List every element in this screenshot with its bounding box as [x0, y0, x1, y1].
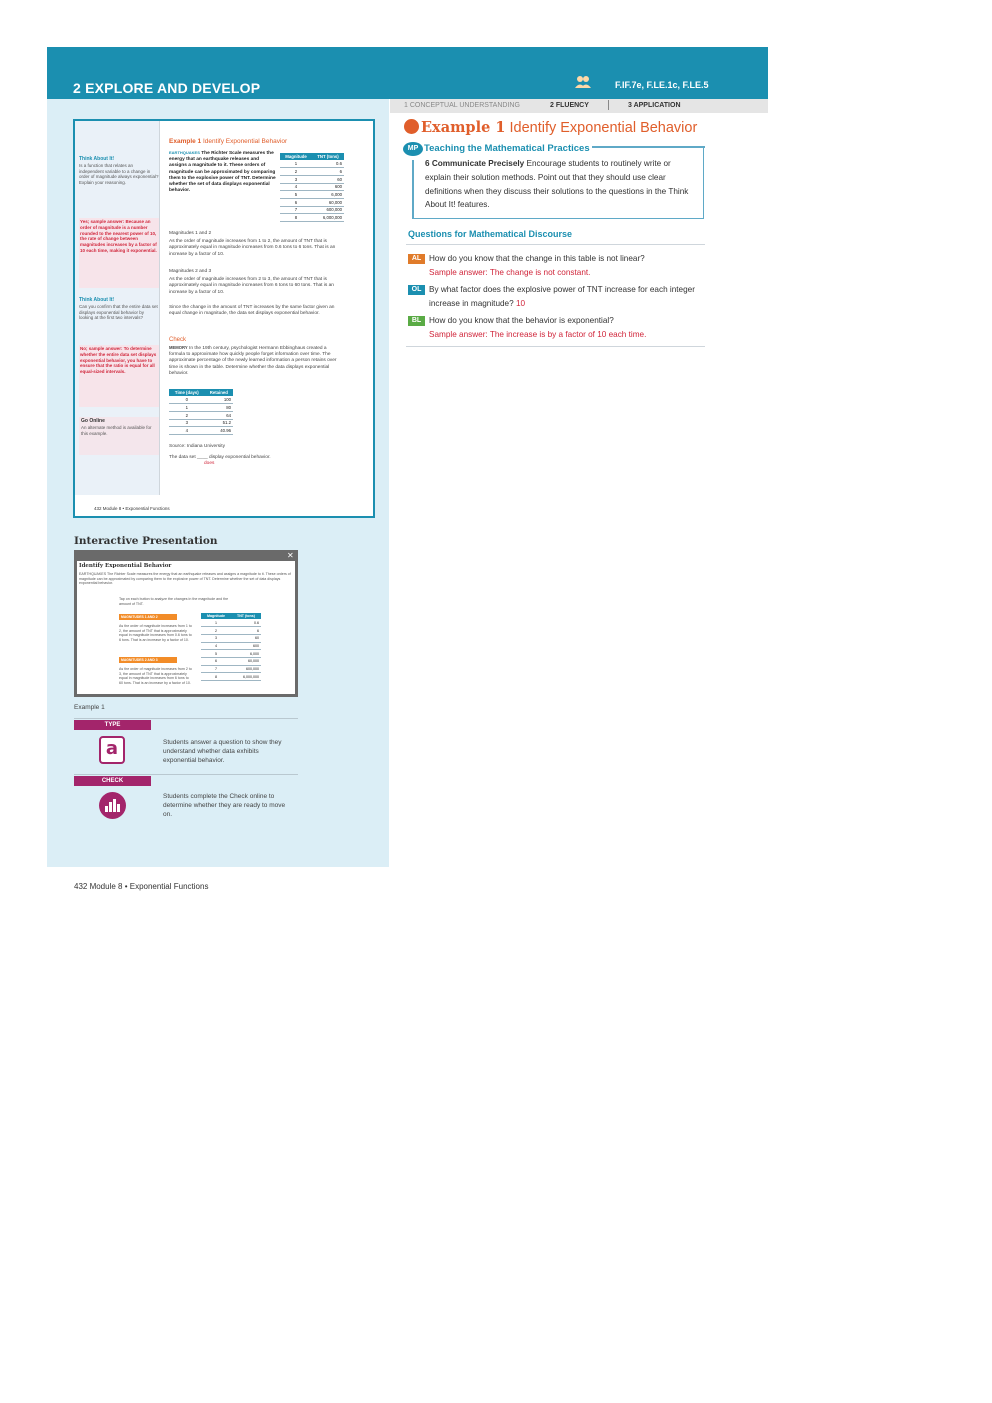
table-cell: 1	[280, 160, 312, 168]
section-title: 2 EXPLORE AND DEVELOP	[73, 80, 261, 96]
close-icon[interactable]: ✕	[287, 551, 294, 560]
table-cell: 100	[205, 396, 233, 404]
think1-answer-box	[79, 218, 159, 288]
questions-rule	[406, 244, 705, 245]
table-row	[201, 665, 261, 673]
example-1-label: Example 1	[74, 704, 105, 711]
thumb-mag12: Magnitudes 1 and 2 As the order of magnitude increases from 1 to 2, the amount of TNT that is approximately equal in magnitude increases from 0.6 tons to 6 tons. That is an increase by a factor of 10.	[169, 231, 336, 257]
table-row	[280, 214, 344, 222]
table-cell: 60	[312, 175, 344, 183]
level-al-badge: AL	[408, 254, 425, 264]
mp-badge-icon: MP	[403, 142, 423, 156]
table-cell: 6,000	[231, 650, 261, 658]
table-cell: 1	[201, 619, 231, 627]
think2-answer-box	[79, 345, 159, 407]
table-cell: 600	[231, 642, 261, 650]
table-cell: 60,000	[231, 657, 261, 665]
type-answer-icon: a	[99, 736, 125, 764]
check-tag: CHECK	[74, 776, 151, 786]
table-cell: 600,000	[312, 206, 344, 214]
table-cell: 600	[312, 183, 344, 191]
thumb-mag23: Magnitudes 2 and 3 As the order of magnitude increases from 2 to 3, the amount of TNT that is approximately equal in magnitude increases from 6 tons to 60 tons. That is an increase by a factor of 10.	[169, 269, 334, 295]
table-cell: 60	[231, 634, 261, 642]
table-row	[280, 160, 344, 168]
globe-icon	[404, 119, 419, 134]
table-cell: 7	[280, 206, 312, 214]
interactive-presentation-title: Interactive Presentation	[74, 535, 218, 547]
think2-answer: No; sample answer: To determine whether the entire data set displays exponential behavior, you have to ensure that the ratio is equal for all equal-sized intervals.	[80, 346, 157, 375]
mp-box-left	[412, 160, 414, 219]
table-cell: 5	[280, 191, 312, 199]
level-fluency: 2 FLUENCY	[550, 102, 589, 109]
think1-answer: Yes; sample answer: Because an order of magnitude is a number rounded to the nearest power of 10, the rate of change between magnitudes increases by a factor of 10 each time, making it exponential.	[80, 219, 157, 253]
table-row	[201, 650, 261, 658]
table-cell: 600,000	[231, 665, 261, 673]
table-cell: 8	[201, 673, 231, 681]
type-tag: TYPE	[74, 720, 151, 730]
table-row	[280, 191, 344, 199]
table-row	[201, 634, 261, 642]
table-cell: 0.6	[231, 619, 261, 627]
table-cell: 3	[169, 419, 205, 427]
table-row	[201, 657, 261, 665]
go-online-box	[79, 417, 159, 455]
thumb-fill-blank: The data set ____ display exponential behavior.	[169, 455, 271, 460]
table-row	[280, 206, 344, 214]
questions-bottom-rule	[406, 346, 705, 347]
mp-text: 6 Communicate Precisely Encourage students to routinely write or explain their solution methods. Point out that they should use clear definitions when they discuss their solutions to the questions in the Think About It! features.	[425, 159, 689, 210]
screen-intro: EARTHQUAKES The Richter Scale measures the energy that an earthquake releases and assigns a magnitude to it. These orders of magnitude can be approximated by comparing them to the explosive power of TNT. Determine whether the set of data displays exponential behavior.	[79, 572, 291, 586]
think-about-it-1	[79, 157, 159, 186]
table-cell: 6,000	[312, 191, 344, 199]
rigor-levels-bar	[390, 99, 768, 113]
thumb-summary: Since the change in the amount of TNT increases by the same factor given an equal change in magnitude, the data set displays exponential behavior.	[169, 305, 335, 317]
think2-text: Can you confirm that the entire data set displays exponential behavior by looking at the first two intervals?	[79, 303, 158, 321]
check-rule	[74, 774, 298, 775]
table-cell: 80	[205, 404, 233, 412]
btn1-text: As the order of magnitude increases from 1 to 2, the amount of TNT that is approximately equal in magnitude increases from 0.6 tons to 6 tons. That is an increase by a factor of 10.	[119, 624, 192, 642]
table-cell: 8	[280, 214, 312, 222]
table-cell: 7	[201, 665, 231, 673]
table-row	[280, 183, 344, 191]
level-conceptual: 1 CONCEPTUAL UNDERSTANDING	[404, 102, 520, 109]
thumb-source: Source: Indiana University	[169, 444, 225, 449]
think1-text: Is a function that relates an independent variable to a change in order of magnitude always exponential? Explain your reasoning.	[79, 162, 159, 186]
btn2-text: As the order of magnitude increases from 2 to 3, the amount of TNT that is approximately equal in magnitude increases from 6 tons to 60 tons. That is an increase by a factor of 10.	[119, 667, 192, 685]
table-row	[280, 175, 344, 183]
table-cell: 60,000	[312, 198, 344, 206]
table-row	[280, 198, 344, 206]
thumb-tnt-table: Magnitude TNT (tons) 1 0.6 2 6 3 60 4 600 5 6,000 6 60,000 7 600,000 8 6,000,000	[280, 153, 344, 222]
thumb-memory: MEMORY In the 19th century, psychologist Hermann Ebbinghaus created a formula to approximate how quickly people forget information over time. The approximate percentage of the newly learned information a person retains over time is shown in the table. Determine whether the data displays exponential behavior.	[169, 345, 337, 376]
thumb-memory-table: Time (days) Retained 0 100 1 80 2 64 3 51.2 4 40.96	[169, 389, 233, 435]
table-cell: 0.6	[312, 160, 344, 168]
table-cell: 2	[169, 411, 205, 419]
thumb-check-head: Check	[169, 337, 187, 343]
table-row	[201, 627, 261, 635]
level-application: 3 APPLICATION	[628, 102, 681, 109]
screen-title: Identify Exponential Behavior	[79, 563, 172, 569]
think1-head: Think About It!	[79, 156, 115, 162]
magnitudes-2-3-button[interactable]: MAGNITUDES 2 AND 3	[119, 657, 177, 663]
table-row	[280, 168, 344, 176]
table-cell: 4	[201, 642, 231, 650]
page-footer: 432 Module 8 • Exponential Functions	[74, 882, 209, 891]
table-cell: 5	[201, 650, 231, 658]
table-cell: 1	[169, 404, 205, 412]
table-cell: 6,000,000	[231, 673, 261, 681]
goonline-head: Go Online	[81, 418, 105, 424]
table-cell: 2	[201, 627, 231, 635]
goonline-text: An alternate method is available for this example.	[81, 424, 152, 436]
check-description: Students complete the Check online to determine whether they are ready to move on.	[163, 793, 286, 818]
level-bl-badge: BL	[408, 316, 425, 326]
table-cell: 6	[231, 627, 261, 635]
table-cell: 0	[169, 396, 205, 404]
question-bl: How do you know that the behavior is exponential? Sample answer: The increase is by a factor of 10 each time.	[429, 316, 647, 339]
standards-label: F.IF.7e, F.LE.1c, F.LE.5	[615, 80, 709, 90]
table-cell: 2	[280, 168, 312, 176]
thumbnail-divider	[159, 121, 160, 495]
table-row	[169, 411, 233, 419]
thumb-fill-answer: does	[204, 461, 215, 466]
table-cell: 6,000,000	[312, 214, 344, 222]
table-row	[201, 673, 261, 681]
table-cell: 40.96	[205, 427, 233, 435]
table-cell: 51.2	[205, 419, 233, 427]
example-title: Example 1 Identify Exponential Behavior	[404, 119, 697, 136]
table-row	[169, 419, 233, 427]
thumb-footer: 432 Module 8 • Exponential Functions	[94, 506, 170, 511]
table-cell: 3	[201, 634, 231, 642]
table-row	[169, 396, 233, 404]
screen-note: Tap on each button to analyze the changes in the magnitude and the amount of TNT.	[119, 597, 229, 606]
question-ol: By what factor does the explosive power of TNT increase for each integer increase in magnitude? 10	[429, 285, 695, 308]
table-row	[201, 642, 261, 650]
thumb-prompt: EARTHQUAKES The Richter Scale measures the energy that an earthquake releases and assigns a magnitude to it. These orders of magnitude can be approximated by comparing them to the explosive power of TNT. Determine whether the set of data displays exponential behavior.	[169, 150, 276, 194]
type-rule	[74, 718, 298, 719]
table-row	[169, 404, 233, 412]
table-cell: 6	[201, 657, 231, 665]
questions-heading: Questions for Mathematical Discourse	[408, 229, 573, 239]
table-row	[169, 427, 233, 435]
level-ol-badge: OL	[408, 285, 425, 295]
type-description: Students answer a question to show they understand whether data exhibits exponential behavior.	[163, 739, 282, 764]
question-al: How do you know that the change in this table is not linear? Sample answer: The change is not constant.	[429, 254, 645, 277]
table-cell: 3	[280, 175, 312, 183]
thumb-example-title: Example 1 Identify Exponential Behavior	[169, 138, 288, 145]
think2-head: Think About It!	[79, 297, 115, 303]
magnitudes-1-2-button[interactable]: MAGNITUDES 1 AND 2	[119, 614, 177, 620]
mp-box-top	[592, 146, 705, 148]
screen-tnt-table: Magnitude TNT (tons) 1 0.6 2 6 3 60 4 600 5 6,000 6 60,000 7 600,000 8 6,000,000	[201, 613, 261, 681]
table-cell: 6	[280, 198, 312, 206]
check-chart-icon	[99, 792, 126, 819]
table-cell: 4	[169, 427, 205, 435]
table-row	[201, 619, 261, 627]
group-icon	[574, 75, 592, 91]
mp-heading: Teaching the Mathematical Practices	[424, 143, 590, 154]
table-cell: 6	[312, 168, 344, 176]
think-about-it-2	[79, 298, 159, 321]
table-cell: 64	[205, 411, 233, 419]
table-cell: 4	[280, 183, 312, 191]
level-divider	[608, 100, 609, 110]
